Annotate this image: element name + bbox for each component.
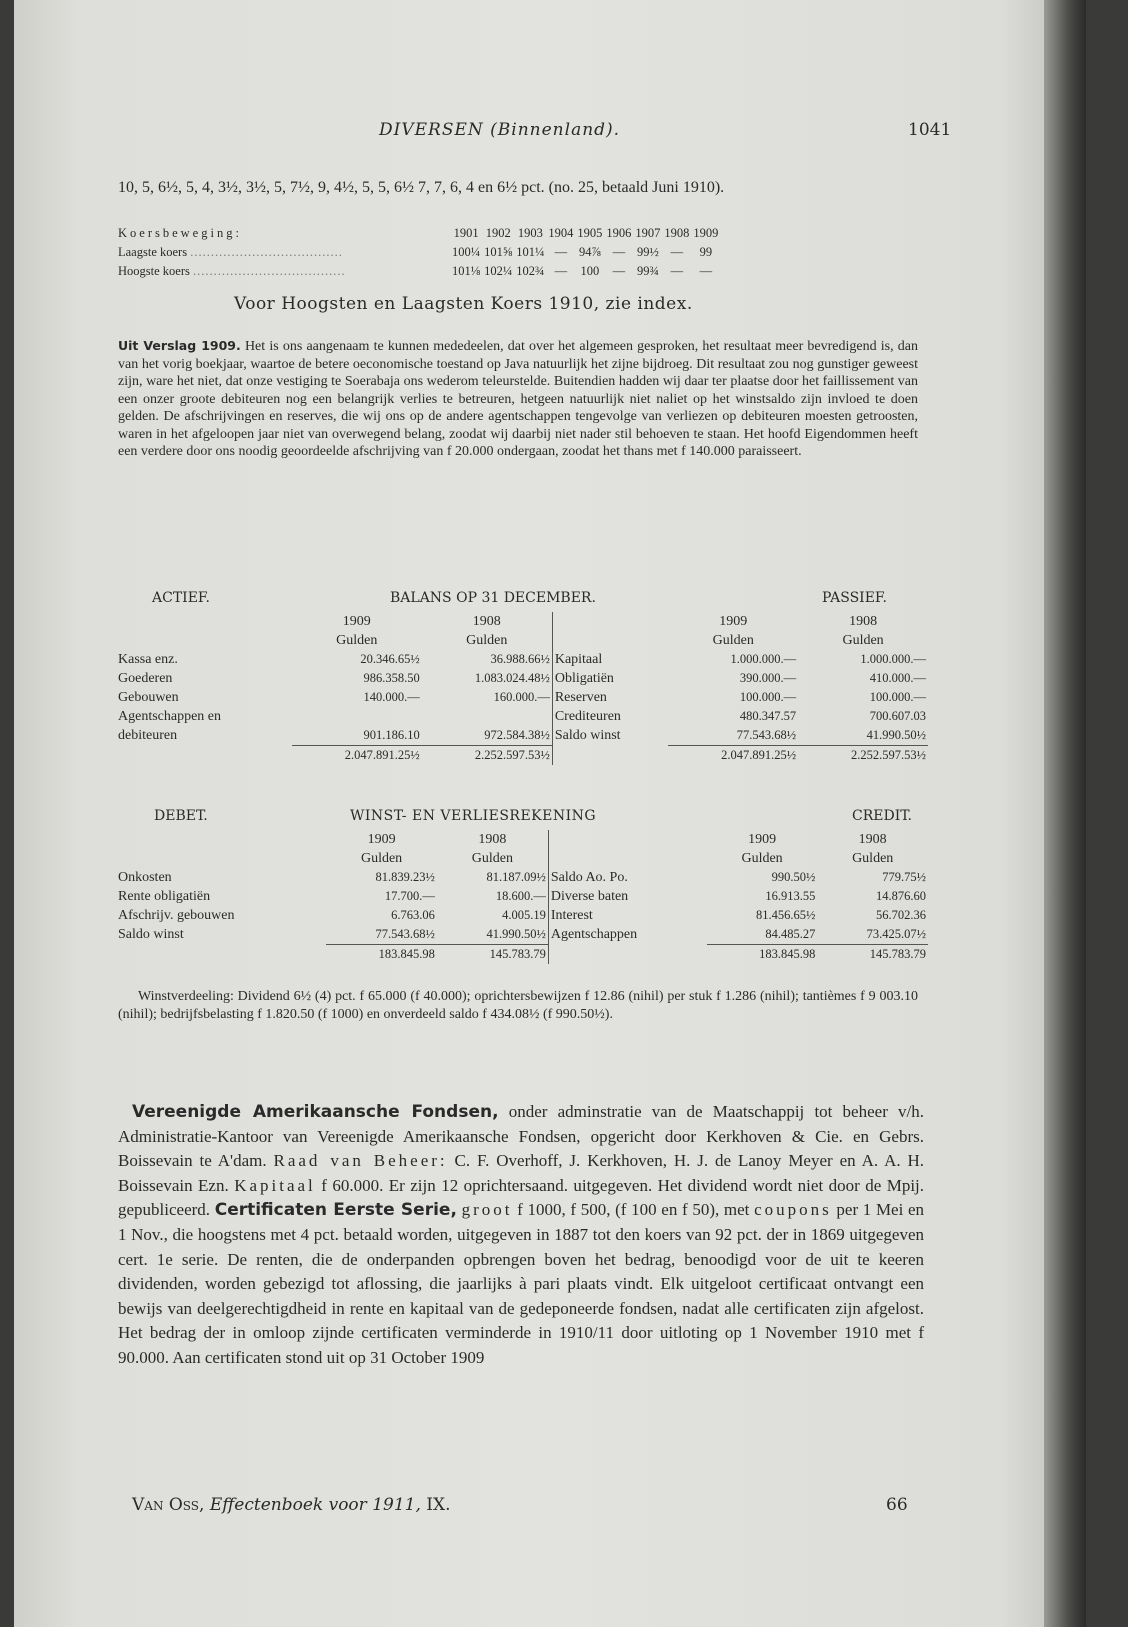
cell: 94⅞ [578,245,601,259]
row-label: Obligatiën [552,669,668,688]
kapitaal-label: Kapitaal [234,1175,316,1195]
fondsen-paragraph [118,1100,924,1371]
unit: Gulden [360,851,403,866]
value-1908: 56.702.36 [876,908,926,922]
balans-table [116,612,928,765]
credit-title: CREDIT. [852,808,912,824]
total-1908: 145.783.79 [489,947,546,961]
cell: 100¼ [452,245,481,259]
winstverdeeling: Winstverdeeling: Dividend 6½ (4) pct. f 65.000 (f 40.000); oprichtersbewijzen f 12.86 (nihil) per stuk f 1.286 (nihil); tantièmes f 9 003.10 (nihil); bedrijfsbelasting f 1.820.50 (f 1000) en onverdeeld saldo f 434.08½ (f 990.50½). [118,989,918,1022]
dividend-history: 10, 5, 6½, 5, 4, 3½, 3½, 5, 7½, 9, 4½, 5, 5, 6½ 7, 7, 6, 4 en 6½ pct. (no. 25, betaald Juni 1910). [118,179,725,196]
cell: 99 [699,245,713,259]
value-1908: 779.75½ [882,870,926,884]
table-row [116,925,928,944]
koers-header-row [116,224,720,243]
cell: 101¼ [516,245,545,259]
balans-title: BALANS OP 31 DECEMBER. [390,590,596,606]
year: 1909 [693,226,719,240]
cell: 102¼ [484,264,513,278]
row-label: Rente obligatiën [118,889,211,904]
row-label: Reserven [552,688,668,707]
cell: 99½ [636,245,659,259]
year: 1907 [635,226,661,240]
row-label: Interest [548,906,706,925]
row-label: Agentschappen [548,925,706,944]
table-row [116,669,928,688]
footer-source: Van Oss, [132,1495,205,1515]
raad-label: Raad van Beheer: [273,1151,448,1171]
row-label: Crediteuren [552,707,668,726]
page-footer [132,1495,932,1515]
value-1909: 1.000.000.— [730,652,797,666]
footer-sheet: 66 [886,1495,908,1515]
value-1909: 77.543.68½ [736,728,797,742]
text: f 1000, f 500, (f 100 en f 50), met [517,1200,750,1220]
row-label: Saldo winst [552,726,668,745]
wv-title: WINST- EN VERLIESREKENING [350,808,597,824]
value-1908: 100.000.— [869,690,926,704]
year: 1908 [472,614,501,629]
verslag-lead: Uit Verslag 1909. [118,338,241,353]
text: onder adminstratie van de Maatschappij tot beheer v/h. Administratie-Kantoor van Vereenigde Amerikaansche Fondsen, opgericht door Kerkhoven & Cie. en Gebrs. Boissevain te A'dam. [118,1102,924,1171]
cell: — [699,264,713,278]
koers-row-hoogste: Hoogste koers ..................................... 101⅛ 102¼ 102¾ — 100 — 99¾ — — [116,262,720,281]
value-1908: 81.187.09½ [486,870,546,884]
value-1908: 410.000.— [869,671,926,685]
coupons-label: coupons [754,1200,832,1220]
text: C. F. Overhoff, J. Kerkhoven, H. J. de Lanoy Meyer en A. A. H. Boissevain Ezn. [118,1151,925,1195]
fondsen-name: Vereenigde Amerikaansche Fondsen, [132,1102,499,1122]
cell: — [554,264,568,278]
value-1909: 77.543.68½ [375,927,435,941]
value-1909: 6.763.06 [391,908,435,922]
unit: Gulden [741,851,783,866]
koers-note: Voor Hoogsten en Laagsten Koers 1910, zie index. [234,294,693,314]
cell: 101⅛ [452,264,481,278]
year: 1908 [849,614,878,629]
row-label: Kapitaal [552,650,668,669]
table-row [116,726,928,745]
year: 1908 [664,226,690,240]
value-1909: 100.000.— [739,690,797,704]
value-1909: 990.50½ [771,870,816,884]
row-label: Gebouwen [118,690,179,705]
footer-volume: IX. [426,1495,451,1515]
verslag-paragraph [118,337,918,461]
value-1908: 18.600.— [495,889,546,903]
total-1908: 2.252.597.53½ [851,748,926,762]
wv-table [116,830,928,964]
value-1909 [292,707,422,726]
value-1909: 17.700.— [384,889,435,903]
cell: 100 [580,264,600,278]
total-1908: 145.783.79 [869,947,926,961]
koers-table [116,224,720,281]
footer-book: Effectenboek voor 1911, [209,1495,421,1515]
cell: — [670,245,684,259]
cell: — [612,245,626,259]
verslag-text: Het is ons aangenaam te kunnen mededeelen, dat over het algemeen gesproken, het resultaat meer bevredigend is, dan van het vorig boekjaar, waartoe de betere oeconomische toestand op Java natuurlijk het zijne bijdroeg. Dit resultaat zou nog gunstiger geweest zijn, ware het niet, dat onze vestiging te Soerabaja ons wederom teleurstelde. Buitendien hadden wij daar ter plaatse door het faillissement van een onzer groote debiteuren nog een belangrijk verlies te betreuren, hetgeen natuurlijk niet naliet op het winstsaldo zijn invloed te doen gelden. De afschrijvingen en reserves, die wij ons op de andere agentschappen tengevolge van verliezen op debiteuren moesten getroosten, waren in het afgeloopen jaar niet van overwegend belang, zoodat wij daarbij niet nader stil behoeven te staan. Het hoofd Eigendommen heeft een verdere door ons noodig geoordeelde afschrijving van f 20.000 ondergaan, zoodat het thans met f 140.000 paraisseert. [118,339,919,459]
row-label: Diverse baten [548,887,706,906]
koers-row-laagste: Laagste koers ..................................... 100¼ 101⅝ 101¼ — 94⅞ — 99½ — 99 [116,243,720,262]
total-1909: 2.047.891.25½ [344,748,420,762]
row-label: Saldo winst [118,927,184,942]
year: 1904 [548,226,574,240]
value-1909: 901.186.10 [363,728,420,742]
cert-label: Certificaten Eerste Serie, [214,1200,457,1221]
row-label: Agentschappen en [118,709,222,724]
scanned-page [14,0,1086,1627]
table-row [116,688,928,707]
value-1909: 81.456.65½ [755,908,816,922]
table-row [116,707,928,726]
row-label: Saldo Ao. Po. [548,868,706,887]
year: 1901 [453,226,479,240]
table-row [116,887,928,906]
table-row [116,650,928,669]
year: 1909 [748,832,777,847]
text: f 60.000. Er zijn 12 oprichtersaand. uitgegeven. Het dividend wordt niet door de Mpij. gepubliceerd. [118,1175,925,1220]
value-1909: 390.000.— [739,671,797,685]
total-1909: 183.845.98 [378,947,435,961]
value-1909: 81.839.23½ [375,870,435,884]
year: 1908 [478,832,507,847]
row-label: debiteuren [118,728,178,743]
cell: — [612,264,626,278]
value-1908: 160.000.— [493,690,550,704]
cell: — [554,245,568,259]
total-1908: 2.252.597.53½ [474,748,550,762]
year: 1906 [606,226,632,240]
row-label: Laagste koers [118,245,188,259]
row-label: Kassa enz. [118,652,178,667]
year: 1908 [858,832,887,847]
cell: — [670,264,684,278]
cell: 102¾ [516,264,545,278]
value-1909: 16.913.55 [765,889,816,903]
value-1908: 700.607.03 [869,709,926,723]
value-1908: 972.584.38½ [484,728,550,742]
value-1908: 1.083.024.48½ [474,671,550,685]
value-1909: 20.346.65½ [360,652,420,666]
groot-label: groot [461,1200,513,1220]
unit: Gulden [336,633,378,648]
year: 1902 [485,226,511,240]
page-number: 1041 [908,120,952,140]
value-1908: 41.990.50½ [866,728,926,742]
value-1908: 36.988.66½ [490,652,550,666]
cell: 101⅝ [484,245,513,259]
value-1908: 41.990.50½ [486,927,546,941]
value-1908: 73.425.07½ [866,927,926,941]
value-1909: 84.485.27 [765,927,816,941]
table-row [116,906,928,925]
text: per 1 Mei en 1 Nov., die hoogstens met 4 pct. betaald worden, uitgegeven in 1887 tot den koers van 92 pct. der in 1869 uitgegeven cert. 1e serie. De renten, die de onderpanden opbrengen boven het bedrag, benoodigd voor de uit te keeren dividenden, worden gebezigd tot aflossing, die jaarlijks à pari plaats vindt. Elk uitgeloot certificaat ontvangt een bewijs van deelgerechtigdheid in rente en kapitaal van de gedeponeerde fondsen, nadat alle certificaten zijn afgelost. Het bedrag der in omloop zijnde certificaten verminderde in 1910/11 door uitloting op 1 November 1910 met f 90.000. Aan certificaten stond uit op 31 October 1909 [118,1200,925,1367]
actief-title: ACTIEF. [152,590,210,606]
row-label: Onkosten [118,870,172,885]
year: 1909 [719,614,748,629]
passief-title: PASSIEF. [822,590,887,606]
row-label: Goederen [118,671,173,686]
value-1908: 4.005.19 [502,908,546,922]
unit: Gulden [466,633,508,648]
unit: Gulden [852,851,894,866]
unit: Gulden [712,633,754,648]
year: 1905 [577,226,603,240]
year: 1909 [367,832,396,847]
value-1908 [422,707,553,726]
cell: 99¾ [636,264,659,278]
value-1909: 480.347.57 [739,709,797,723]
total-1909: 183.845.98 [759,947,816,961]
row-label: Afschrijv. gebouwen [118,908,235,923]
year: 1909 [342,614,371,629]
total-1909: 2.047.891.25½ [721,748,797,762]
unit: Gulden [842,633,884,648]
value-1908: 1.000.000.— [860,652,926,666]
page-edge [1044,0,1086,1627]
value-1909: 986.358.50 [363,671,420,685]
year: 1903 [517,226,543,240]
value-1908: 14.876.60 [876,889,926,903]
row-label: Hoogste koers [118,264,190,278]
debet-title: DEBET. [154,808,208,824]
header-title: DIVERSEN (Binnenland). [379,120,621,140]
table-row [116,868,928,887]
value-1909: 140.000.— [363,690,420,704]
unit: Gulden [471,851,513,866]
koers-label: Koersbeweging: [118,226,242,240]
